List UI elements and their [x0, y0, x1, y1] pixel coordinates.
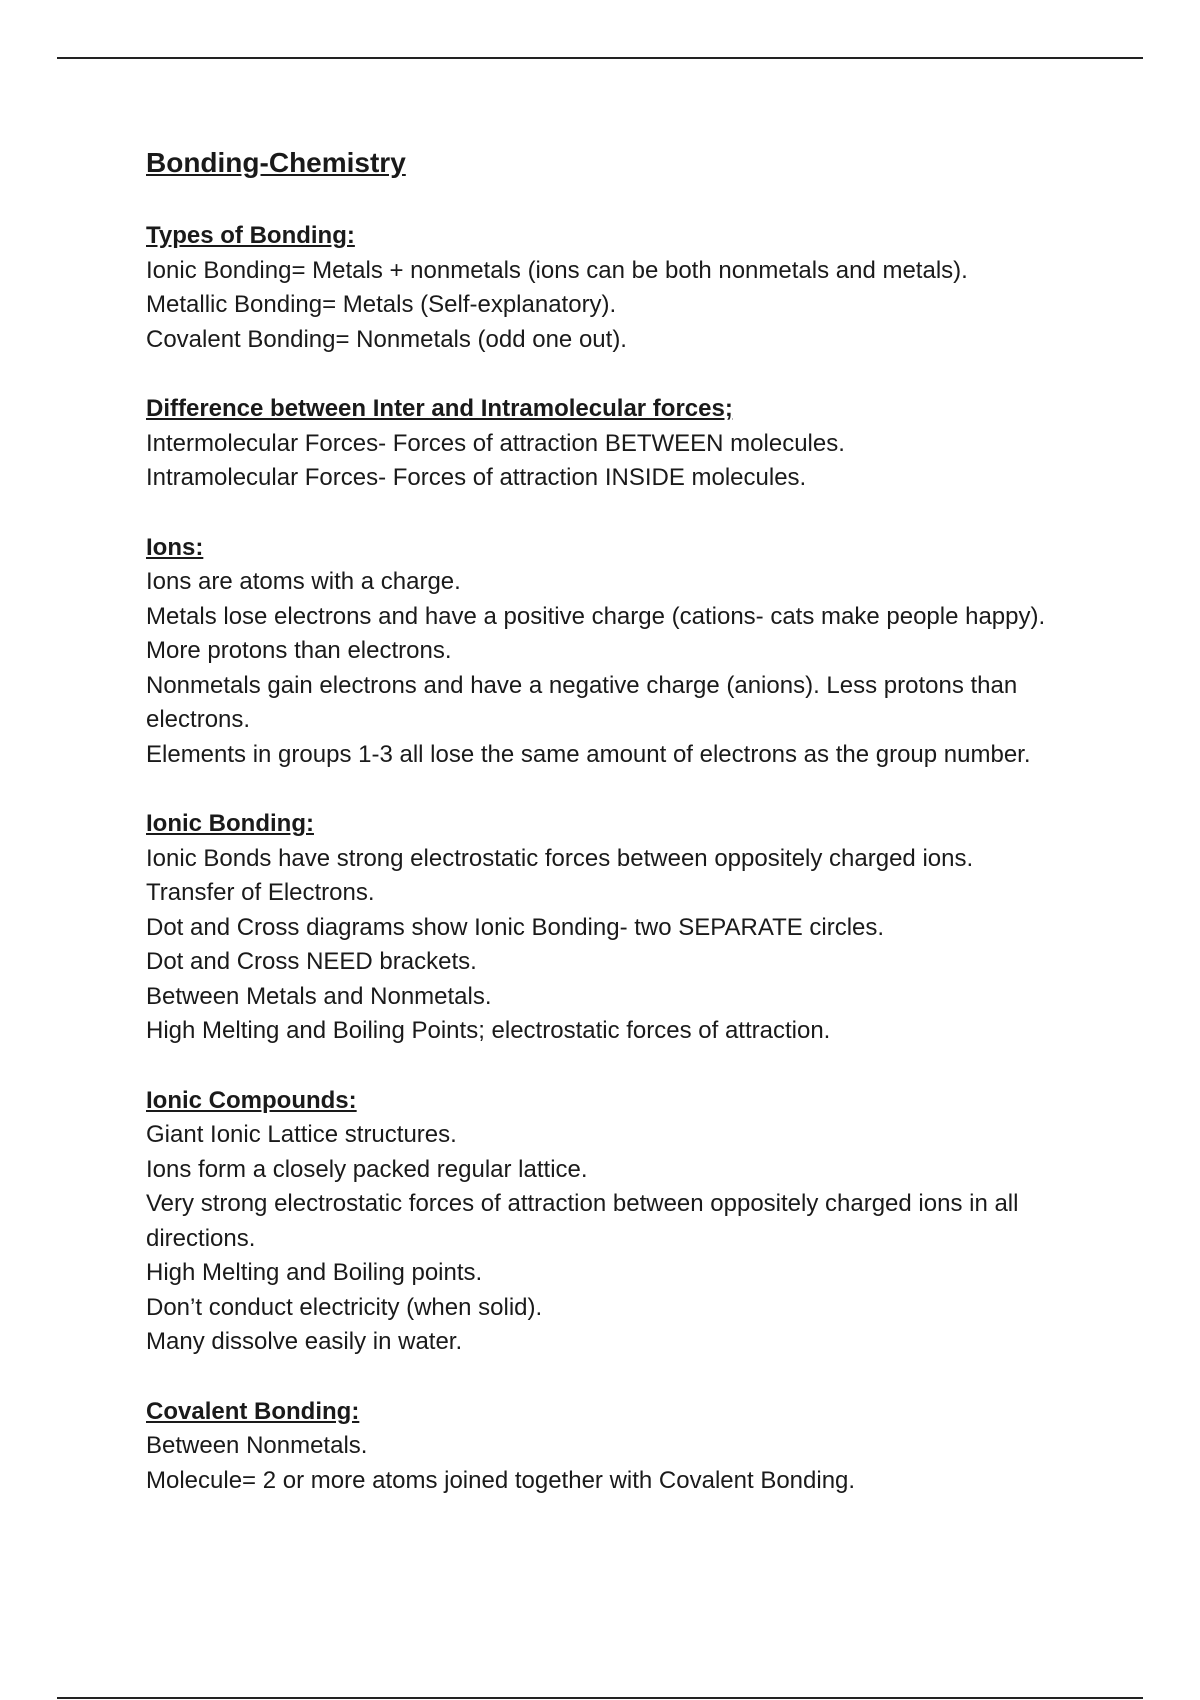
text-line: High Melting and Boiling Points; electrostatic forces of attraction. — [146, 1017, 831, 1044]
text-line: Covalent Bonding= Nonmetals (odd one out). — [146, 325, 627, 353]
section-inter-intramolecular-forces — [146, 392, 1096, 496]
section-ionic-compounds — [146, 1084, 1096, 1360]
text-line: Intermolecular Forces- Forces of attraction BETWEEN molecules. — [146, 429, 845, 457]
text-line: Transfer of Electrons. — [146, 879, 375, 906]
text-line: Metals lose electrons and have a positive charge (cations- cats make people happy). More protons than electrons. — [146, 602, 1046, 664]
text-line: Giant Ionic Lattice structures. — [146, 1121, 457, 1148]
text-line: Nonmetals gain electrons and have a negative charge (anions). Less protons than electrons. — [146, 671, 1018, 733]
section-heading: Ions: — [146, 533, 204, 561]
section-heading: Ionic Bonding: — [146, 810, 314, 837]
text-line: Ionic Bonding= Metals + nonmetals (ions can be both nonmetals and metals). — [146, 256, 968, 284]
section-heading: Ionic Compounds: — [146, 1086, 357, 1114]
text-line: Intramolecular Forces- Forces of attraction INSIDE molecules. — [146, 464, 807, 491]
text-line: Ionic Bonds have strong electrostatic forces between oppositely charged ions. — [146, 844, 974, 872]
text-line: Many dissolve easily in water. — [146, 1328, 463, 1355]
text-line: Between Nonmetals. — [146, 1432, 368, 1459]
text-line: Dot and Cross diagrams show Ionic Bonding- two SEPARATE circles. — [146, 913, 885, 941]
section-ions — [146, 531, 1096, 773]
section-heading: Covalent Bonding: — [146, 1397, 360, 1425]
text-line: Dot and Cross NEED brackets. — [146, 948, 477, 975]
text-line: Ions are atoms with a charge. — [146, 568, 461, 595]
text-line: Between Metals and Nonmetals. — [146, 982, 492, 1010]
section-covalent-bonding — [146, 1395, 1096, 1499]
text-line: Metallic Bonding= Metals (Self-explanatory). — [146, 291, 617, 318]
section-heading: Difference between Inter and Intramolecular forces; — [146, 395, 733, 422]
section-ionic-bonding — [146, 807, 1096, 1049]
bottom-divider — [57, 1697, 1143, 1699]
document-body — [146, 146, 1096, 1533]
section-types-of-bonding — [146, 219, 1096, 357]
text-line: High Melting and Boiling points. — [146, 1259, 483, 1286]
section-heading: Types of Bonding: — [146, 222, 355, 249]
text-line: Don’t conduct electricity (when solid). — [146, 1293, 543, 1321]
document-title: Bonding-Chemistry — [146, 147, 406, 178]
text-line: Molecule= 2 or more atoms joined together with Covalent Bonding. — [146, 1466, 856, 1494]
text-line: Ions form a closely packed regular lattice. — [146, 1155, 588, 1183]
text-line: Very strong electrostatic forces of attraction between oppositely charged ions in all directions. — [146, 1190, 1019, 1252]
top-divider — [57, 57, 1143, 59]
text-line: Elements in groups 1-3 all lose the same amount of electrons as the group number. — [146, 740, 1031, 768]
